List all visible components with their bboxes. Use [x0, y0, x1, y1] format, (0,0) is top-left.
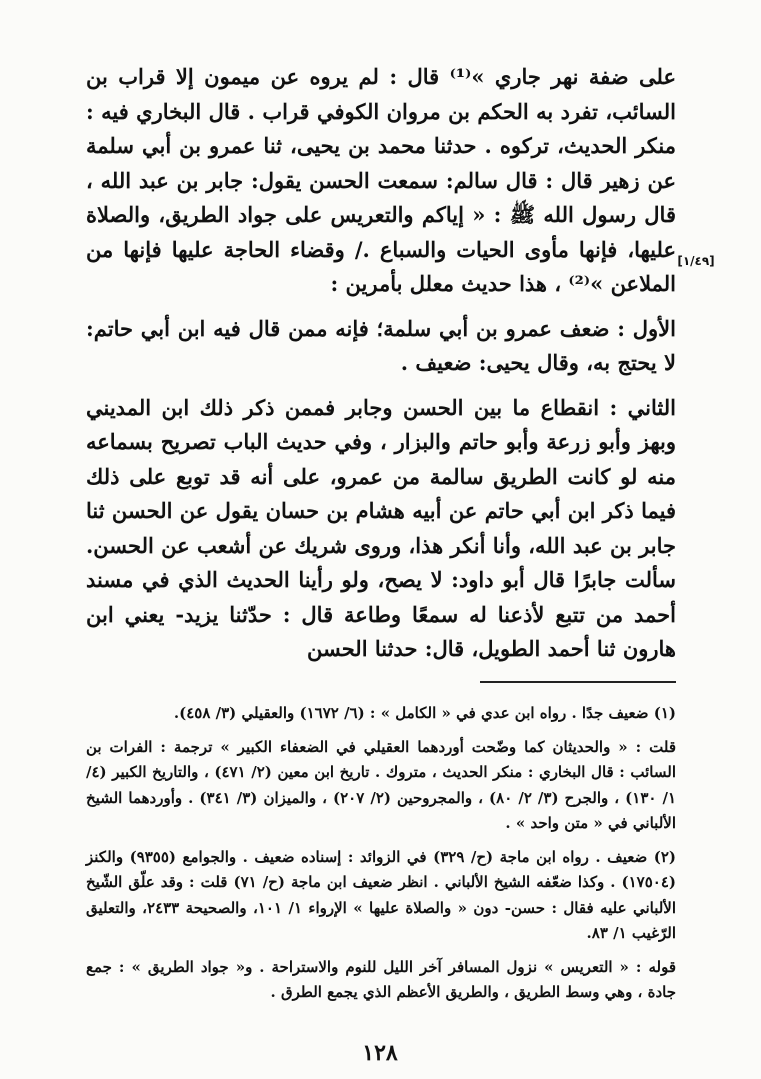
paragraph-second-reason: الثاني : انقطاع ما بين الحسن وجابر فممن ذكر ذلك ابن المديني وبهز وأبو زرعة وأبو حاتم والبزار ، وفي حديث الباب تصريح بسماعه منه لو كانت الطريق سالمة من عمرو، على أنه قد توبع على ذلك فيما ذكر ابن أبي حاتم عن أبيه هشام بن حسان يقول عن الحسن ثنا جابر بن عبد الله، وأنا أنكر هذا، وروى شريك عن أشعب عن الحسن. سألت جابرًا قال أبو داود: لا يصح، ولو رأينا الحديث الذي في مسند أحمد من تتبع لأذعنا له سمعًا وطاعة قال : حدّثنا يزيد- يعني ابن هارون ثنا أحمد الطويل، قال: حدثنا الحسن [86, 394, 676, 661]
footnote-1: (١) ضعيف جدًا . رواه ابن عدي في « الكامل » : (٦/ ١٦٧٢) والعقيلي (٣/ ٤٥٨). [173, 704, 676, 722]
footnote-glossary: قوله : « التعريس » نزول المسافر آخر الليل للنوم والاستراحة . و« جواد الطريق » : جمع جادة ، وهي وسط الطريق ، والطريق الأعظم الذي يجمع الطرق . [86, 957, 676, 1001]
footnote-separator [480, 681, 676, 683]
page-number: ١٢٨ [362, 1040, 398, 1066]
margin-folio-note: [١/٤٩] [677, 254, 715, 268]
paragraph-first-reason: الأول : ضعف عمرو بن أبي سلمة؛ فإنه ممن قال فيه ابن أبي حاتم: لا يحتج به، وقال يحيى: ضعيف . [86, 315, 676, 375]
footnote-2: (٢) ضعيف . رواه ابن ماجة (ح/ ٣٢٩) في الزوائد : إسناده ضعيف . والجوامع (٩٣٥٥) والكنز (١٧٥٠٤) . وكذا ضعّفه الشيخ الألباني . انظر ضعيف ابن ماجة (ح/ ٧١) قلت : وقد علّق الشّيخ الألباني عليه فقال : حسن- دون « والصلاة عليها » الإرواء ١/ ١٠١، والصحيحة ٢٤٣٣، والتعليق الرّغيب ١/ ٨٣. [86, 847, 677, 942]
main-text [86, 60, 676, 667]
paragraph-intro: على ضفة نهر جاري »⁽¹⁾ قال : لم يروه عن ميمون إلا قراب بن السائب، تفرد به الحكم بن مروان الكوفي قراب . قال البخاري فيه : منكر الحديث، تركوه . حدثنا محمد بن يحيى، ثنا عمرو بن أبي سلمة عن زهير قال : قال سالم: سمعت الحسن يقول: جابر بن عبد الله ، قال رسول الله ﷺ : « إياكم والتعريس على جواد الطريق، والصلاة عليها، فإنها مأوى الحيات والسباع ‌./ وقضاء الحاجة عليها فإنها من الملاعن »⁽²⁾ ، هذا حديث معلل بأمرين : [86, 64, 676, 296]
footnotes [86, 701, 676, 1006]
footnote-1-comment: قلت : « والحديثان كما وضّحت أوردهما العقيلي في الضعفاء الكبير » ترجمة : الفرات بن السائب : قال البخاري : منكر الحديث ، متروك . تاريخ ابن معين (٢/ ٤٧١) ، والتاريخ الكبير (٤/ ١/ ١٣٠) ، والجرح (٣/ ٢/ ٨٠) ، والمجروحين (٢/ ٢٠٧) ، والميزان (٣/ ٣٤١) . وأوردهما الشيخ الألباني في « متن واحد » . [86, 737, 677, 832]
